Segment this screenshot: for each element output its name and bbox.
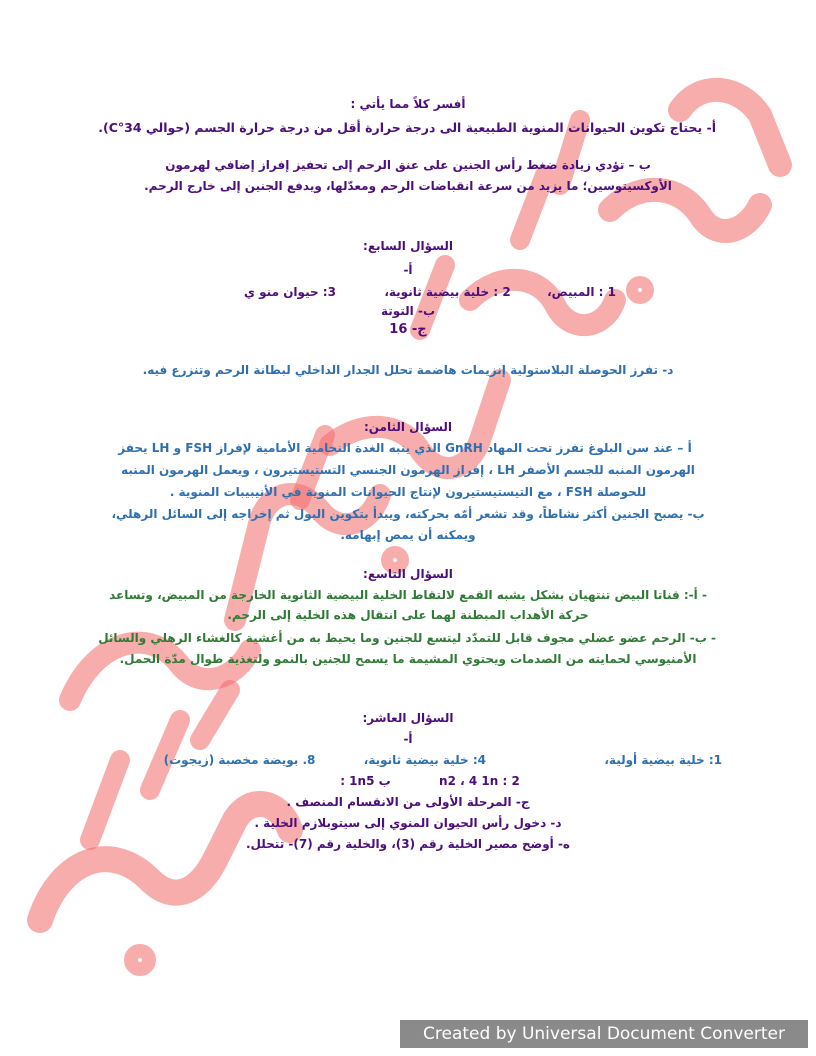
- q10-item-a-answers: [96, 752, 722, 768]
- q7-heading: السؤال السابع:: [363, 239, 453, 253]
- q7-answer-1: 1 : المبيض،: [547, 285, 616, 299]
- q8-line-2: الهرمون المنبه للجسم الأصفر LH ، إفراز الهرمون الجنسي التستيستيرون ، ويعمل الهرمون المنبه: [121, 463, 695, 477]
- q9-line-4: الأمنيوسي لحمايته من الصدمات ويحتوي المشيمة ما يسمح للجنين بالنمو ولتغذية طوال مدّة الحمل.: [119, 652, 697, 666]
- q8-heading: السؤال الثامن:: [363, 420, 453, 434]
- q10-answer-8: 8. بويضة مخصبة (زيجوت): [163, 753, 316, 767]
- q7-answer-3: 3: حيوان منو ي: [243, 285, 336, 299]
- q7-answer-2: 2 : خلية بيضية ثانوية،: [384, 285, 511, 299]
- q8-line-5: ويمكنه أن يمص إبهامه.: [340, 528, 476, 542]
- q10-heading: السؤال العاشر:: [362, 711, 454, 725]
- q9-line-2: حركة الأهداب المبطنة لهما على انتقال هذه الخلية إلى الرحم.: [227, 608, 589, 622]
- q10-item-a: أ-: [403, 732, 413, 746]
- q10-answer-1: 1: خلية بيضية أولية،: [604, 753, 722, 767]
- q8-line-4: ب- يصبح الجنين أكثر نشاطاً، وقد تشعر أمّه بحركته، ويبدأ بتكوين البول ثم إخراجه إلى السائل الرهلي،: [111, 507, 705, 521]
- q7-item-a-answers: [200, 284, 616, 300]
- q7-item-d: د- تفرز الحوصلة البلاستولية إنزيمات هاضمة تحلل الجدار الداخلي لبطانة الرحم وتنزرع فيه.: [142, 363, 674, 377]
- q9-heading: السؤال التاسع:: [363, 567, 453, 581]
- q10-item-b-part2: ب 1n5 :: [340, 774, 391, 788]
- q9-line-1: - أ-: قناتا البيض تنتهيان بشكل يشبه القمع لالتقاط الخلية البيضية الثانوية الخارجة من المبيض، وتساعد: [109, 588, 707, 602]
- q7-item-b: ب- التوتة: [380, 304, 436, 318]
- q7-item-c: ج- 16: [389, 322, 427, 337]
- q10-item-b: [300, 773, 560, 789]
- q6-item-b-line1: ب – تؤدي زيادة ضغط رأس الجنين على عنق الرحم إلى تحفيز إفراز إضافي لهرمون: [165, 158, 651, 172]
- q10-item-c: ج- المرحلة الأولى من الانقسام المنصف .: [286, 795, 530, 809]
- q8-line-3: للحوصلة FSH ، مع التيستيستيرون لإنتاج الحيوانات المنوية في الأنيبيبات المنوية .: [169, 485, 647, 499]
- q8-line-1: أ – عند سن البلوغ تفرز تحت المهاد GnRH الذي ينبه الغدة النخامية الأمامية لإفراز FSH و LH يحفز: [118, 441, 692, 455]
- q10-answer-4: 4: خلية بيضية ثانوية،: [363, 753, 486, 767]
- q10-item-d: د- دخول رأس الحيوان المنوي إلى سيتوبلازم الخلية .: [254, 816, 562, 830]
- q9-line-3: - ب- الرحم عضو عضلي مجوف قابل للتمدّد ليتسع للجنين وما يحيط به من أغشية كالغشاء الرهلي والسائل: [98, 631, 716, 645]
- q10-item-e: ه- أوضح مصير الخلية رقم (3)، والخلية رقم (7)- تتحلل.: [245, 837, 571, 851]
- q6-heading: أفسر كلاً مما يأتي :: [350, 97, 466, 111]
- converter-footer-banner: Created by Universal Document Converter: [400, 1020, 808, 1048]
- q6-item-b-line2: الأوكسيتوسين؛ ما يزيد من سرعة انقباضات الرحم ومعدّلها، ويدفع الجنين إلى خارج الرحم.: [144, 179, 672, 193]
- q7-item-a: أ-: [403, 263, 413, 277]
- q10-item-b-part1: 2 : n2 ، 4 1n: [439, 774, 520, 788]
- q6-item-a: أ- يحتاج تكوين الحيوانات المنوية الطبيعية الى درجة حرارة أقل من درجة حرارة الجسم (حوالي C°34).: [98, 120, 716, 135]
